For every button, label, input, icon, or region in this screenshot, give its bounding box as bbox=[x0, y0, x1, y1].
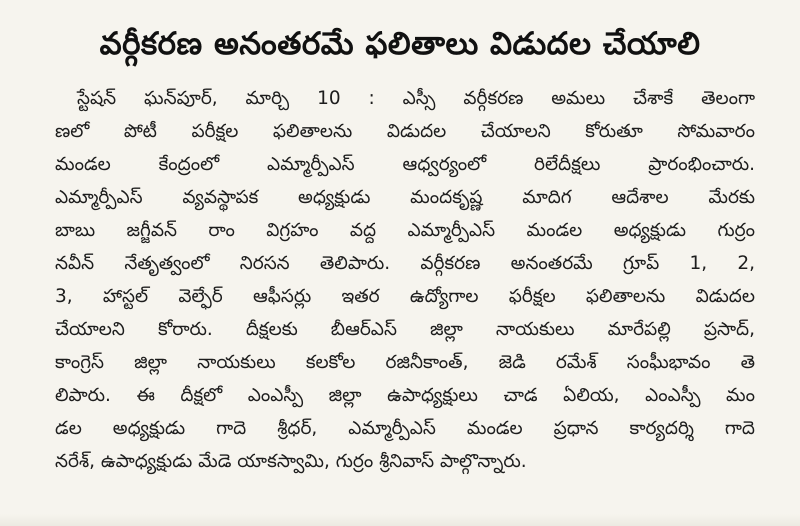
body-line: నవీన్ నేతృత్వంలో నిరసన తెలిపారు. వర్గీకరణ అనంతరమే గ్రూప్ 1, 2, bbox=[55, 253, 755, 274]
body-line: మండల కేంద్రంలో ఎమ్మార్పీఎస్ ఆధ్వర్యంలో రిలేదీక్షలు ప్రారంభించారు. bbox=[55, 154, 755, 175]
body-line: ణలో పోటీ పరీక్షల ఫలితాలను విడుదల చేయాలని కోరుతూ సోమవారం bbox=[55, 121, 755, 142]
top-cut-edge bbox=[0, 0, 800, 12]
body-line: కాంగ్రెస్ జిల్లా నాయకులు కలకోల రజినీకాంత్, జెడి రమేశ్ సంఘీభావం తె bbox=[55, 352, 755, 373]
body-line: లిపారు. ఈ దీక్షలో ఎంఎస్పీ జిల్లా ఉపాధ్యక్షులు చాడ ఏలియ, ఎంఎస్పీ మం bbox=[55, 385, 755, 406]
body-line: బాబు జగ్జీవన్ రాం విగ్రహం వద్ద ఎమ్మార్పీఎస్ మండల అధ్యక్షుడు గుర్రం bbox=[55, 220, 755, 241]
body-line: చేయాలని కోరారు. దీక్షలకు బీఆర్ఎస్ జిల్లా నాయకులు మారేపల్లి ప్రసాద్, bbox=[55, 319, 755, 340]
body-line: 3, హాస్టల్ వెల్ఫేర్ ఆఫీసర్లు ఇతర ఉద్యోగాల ఫరీక్షల ఫలితాలను విడుదల bbox=[55, 286, 755, 307]
article-body bbox=[55, 82, 755, 478]
body-line: స్టేషన్ ఘన్‌పూర్, మార్చి 10 : ఎస్సీ వర్గీకరణ అమలు చేశాకే తెలంగా bbox=[77, 88, 755, 109]
body-line: ఎమ్మార్పీఎస్ వ్యవస్థాపక అధ్యక్షుడు మందకృష్ణ మాదిగ ఆదేశాల మేరకు bbox=[55, 187, 755, 208]
body-line: నరేశ్, ఉపాధ్యక్షుడు మేడె యాకస్వామి, గుర్రం శ్రీనివాస్ పాల్గొన్నారు. bbox=[55, 451, 527, 472]
bottom-edge bbox=[0, 514, 800, 526]
headline: వర్గీకరణ అనంతరమే ఫలితాలు విడుదల చేయాలి bbox=[99, 26, 701, 62]
body-line: డల అధ్యక్షుడు గాదె శ్రీధర్, ఎమ్మార్పీఎస్ మండల ప్రధాన కార్యదర్శి గాదె bbox=[55, 418, 755, 439]
